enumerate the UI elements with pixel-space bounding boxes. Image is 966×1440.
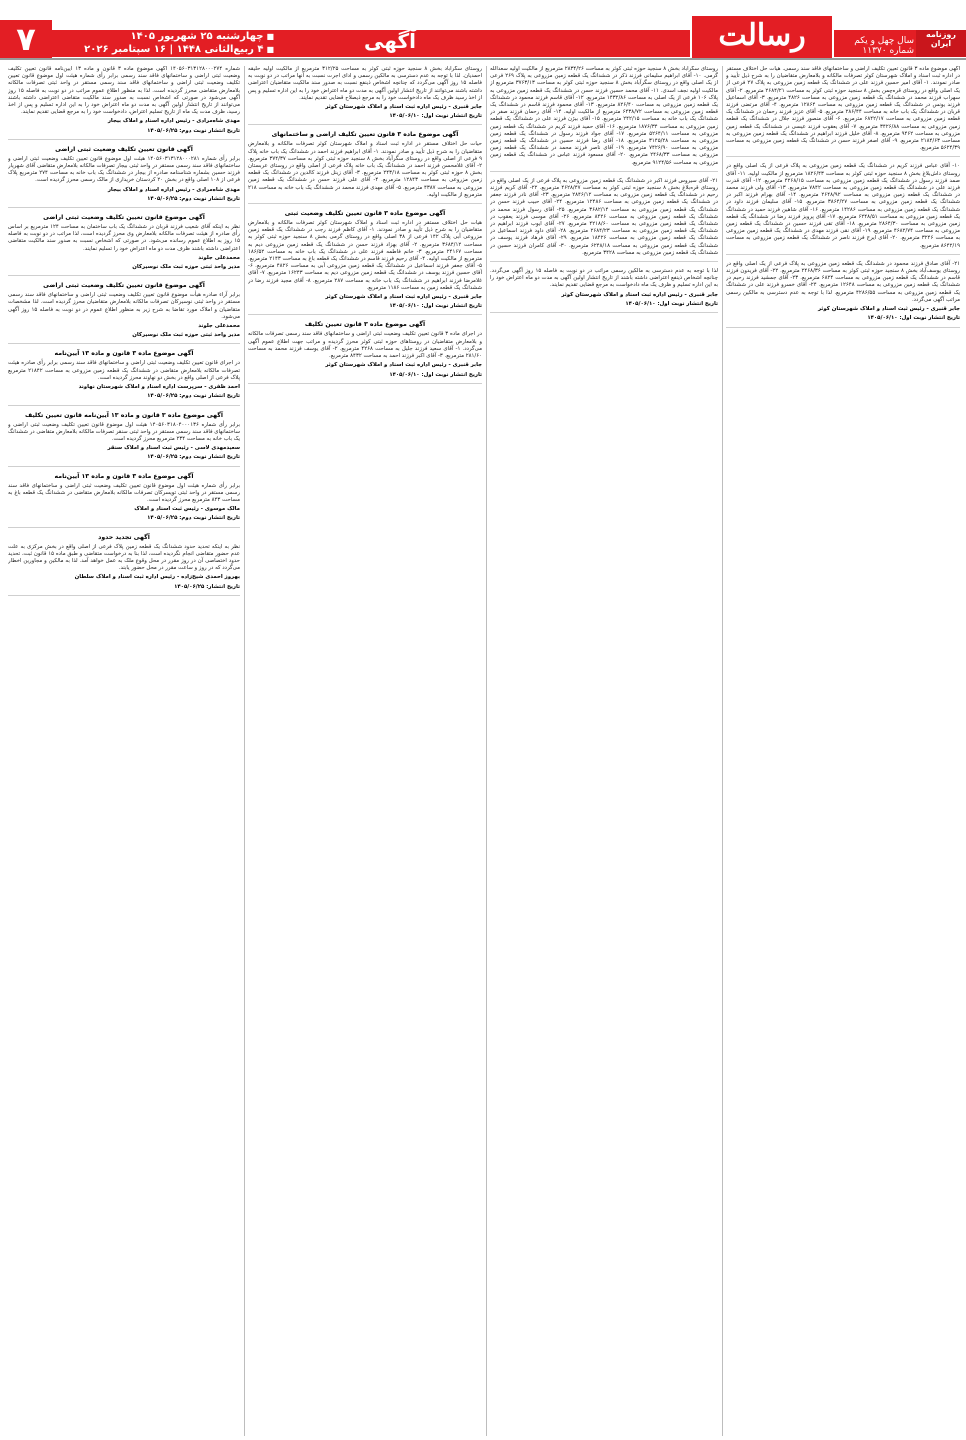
legal-notice <box>248 321 482 383</box>
brand-label: روزنامه ایران <box>916 30 966 57</box>
notice-body: در اجرای ماده ۳ قانون تعیین تکلیف وضعیت ثبتی اراضی و ساختمانهای فاقد سند رسمی تصرفات مالکانه و بلامعارض متقاضیان در روستاهای حوزه ثبتی کوثر محرز گردیده و مراتب جهت اطلاع عموم آگهی می‌گردد. ۱- آقای سعید فرزند جلیل به مساحت ۴۲۶۸ مترمربع. ۲- آقای یوسف فرزند محمد به مساحت ۲۸۱/۶۰ مترمربع. ۳- آقای اکبر فرزند احمد به مساحت ۸۴۳۲ مترمربع. <box>248 331 482 360</box>
column-center-right <box>490 66 718 1436</box>
column-center-left <box>248 66 482 1436</box>
legal-notice <box>8 146 240 208</box>
legal-notice <box>8 66 240 140</box>
notice-body: ۲۱- آقای صادق فرزند محمود در ششدانگ یک قطعه زمین مزروعی به پلاک فرعی از یک اصلی واقع در روستای یوسف‌آباد بخش ۸ سنجید حوزه ثبتی کوثر به مساحت ۲۴۶۸/۳۶ مترمربع. ۲۲- آقای فریدون فرزند قاسم در ششدانگ یک قطعه زمین مزروعی به مساحت ۶۸۲۴ مترمربع. ۲۳- آقای جمشید فرزند رحیم در ششدانگ یک قطعه زمین مزروعی به مساحت ۱۲۶۴۸ مترمربع. ۲۴- آقای خسرو فرزند علی در ششدانگ یک قطعه زمین مزروعی به مساحت ۴۲۸۶/۵۵ مترمربع. لذا با توجه به عدم دسترسی به مالکین رسمی مراتب آگهی می‌گردد. <box>726 260 960 303</box>
notice-body: ۱۰- آقای عباس فرزند کریم در ششدانگ یک قطعه زمین مزروعی به پلاک فرعی از یک اصلی واقع در روستای داش‌بلاغ بخش ۸ سنجید حوزه ثبتی کوثر به مساحت ۱۸۲۶/۴۳ مترمربع از مالکیت اولیه. ۱۱- آقای صمد فرزند رسول در ششدانگ یک قطعه زمین مزروعی به مساحت ۴۲۶۸/۱۵ مترمربع. ۱۲- آقای قدرت فرزند علی در ششدانگ یک قطعه زمین مزروعی به مساحت ۷۸۴۲ مترمربع. ۱۳- آقای ولی فرزند محمد در ششدانگ یک قطعه زمین مزروعی به مساحت ۲۶۴۸/۹۲ مترمربع. ۱۴- آقای بهرام فرزند اکبر در ششدانگ یک قطعه زمین مزروعی به مساحت ۳۸۶۴/۲۷ مترمربع. ۱۵- آقای سلیمان فرزند داود در ششدانگ یک قطعه زمین مزروعی به مساحت ۱۴۲۸۶ مترمربع. ۱۶- آقای شاهین فرزند حمید در ششدانگ یک قطعه زمین مزروعی به مساحت ۶۲۴۸/۵۱ مترمربع. ۱۷- آقای پرویز فرزند رضا در ششدانگ یک قطعه زمین مزروعی به مساحت ۲۸۶۴/۳۰ مترمربع. ۱۸- آقای تقی فرزند حسین در ششدانگ یک قطعه زمین مزروعی به مساحت ۴۶۸۲/۷۴ مترمربع. ۱۹- آقای نقی فرزند مهدی در ششدانگ یک قطعه زمین مزروعی به مساحت ۳۲۴۶ مترمربع. ۲۰- آقای ایرج فرزند ناصر در ششدانگ یک قطعه زمین مزروعی به مساحت ۸۶۴۲/۱۹ مترمربع. <box>726 163 960 249</box>
date-hijri-gregorian: ■۴ ربیع‌الثانی ۱۴۴۸ | ۱۶ سپتامبر ۲۰۲۶ <box>84 44 274 55</box>
legal-notice <box>490 268 718 313</box>
notice-body: روستای سگرآباد بخش ۸ سنجید حوزه ثبتی کوثر به مساحت ۳۱۲/۲۵ مترمربع از مالکیت اولیه حلیقه احمدیان. لذا با توجه به عدم دسترسی به مالکین رسمی و ادای اجرت نسبت به آنها مراتب در دو نوبت به فاصله ۱۵ روز آگهی می‌گردد که چنانچه اشخاص ذینفع نسبت به صدور سند مالکیت متقاضیان اعتراضی داشته باشند می‌توانند از تاریخ انتشار اولین آگهی به مدت دو ماه اعتراض خود را به این اداره تسلیم و پس از اخذ رسید ظرف یک ماه دادخواست خود را به مرجع ذیصلاح قضایی تقدیم نمایند. <box>248 66 482 101</box>
legal-notice <box>490 66 718 172</box>
issue-info <box>832 36 914 56</box>
notice-body: برابر آراء صادره هیأت موضوع قانون تعیین تکلیف وضعیت ثبتی اراضی و ساختمانهای فاقد سند رسمی مستقر در واحد ثبتی نوسیرکان تصرفات مالکانه بلامعارض متقاضیان محرز گردیده است. لذا مشخصات متقاضیان و املاک مورد تقاضا به شرح زیر به منظور اطلاع عموم در دو نوبت به فاصله ۱۵ روز آگهی می‌شود. <box>8 292 240 320</box>
square-bullet-icon: ■ <box>266 45 274 54</box>
section-title: آگهی <box>364 29 416 53</box>
legal-notice <box>726 163 960 254</box>
page-number: ۷ <box>0 20 52 58</box>
notice-title: آگهی موضوع ماده ۳ قانون و ماده ۱۳ آیین‌نامه <box>54 472 194 480</box>
notice-title: آگهی موضوع قانون تعیین تکلیف وضعیت ثبتی اراضی <box>43 282 205 290</box>
square-bullet-icon: ■ <box>266 32 274 41</box>
legal-notice <box>8 412 240 467</box>
notice-body: آگهی موضوع ماده ۳ قانون تعیین تکلیف اراضی و ساختمانهای فاقد سند رسمی. هیات حل اختلاف مستقر در اداره ثبت اسناد و املاک شهرستان کوثر تصرفات مالکانه و بلامعارض متقاضیان را به شرح ذیل تأیید و صادر نمودند. ۱- آقای امیر حسین فرزند علی در ششدانگ یک قطعه زمین مزروعی به پلاک ۲۷ فرعی از یک اصلی واقع در روستای قره‌چمن بخش ۸ سنجید حوزه ثبتی کوثر به مساحت ۲۶۸۴/۲۱ مترمربع. ۲- آقای سهراب فرزند محمد در ششدانگ یک قطعه زمین مزروعی به مساحت ۴۸۲۶ مترمربع. ۳- آقای اسماعیل فرزند یونس در ششدانگ یک قطعه زمین مزروعی به مساحت ۱۲۸۶۴ مترمربع. ۴- آقای مرتضی فرزند قربان در ششدانگ یک باب خانه به مساحت ۲۸۶/۴۴ مترمربع. ۵- آقای عزیز فرزند رحمان در ششدانگ یک قطعه زمین مزروعی به مساحت ۶۸۴۲/۱۷ مترمربع. ۶- آقای منصور فرزند جلال در ششدانگ یک قطعه زمین مزروعی به مساحت ۳۴۲۶/۸۸ مترمربع. ۷- آقای یعقوب فرزند عیسی در ششدانگ یک قطعه زمین مزروعی به مساحت ۹۴۶۲ مترمربع. ۸- آقای خلیل فرزند ابراهیم در ششدانگ یک قطعه زمین مزروعی به مساحت ۲۱۸۴/۶۳ مترمربع. ۹- آقای اصغر فرزند حسن در ششدانگ یک قطعه زمین مزروعی به مساحت ۵۶۲۴/۳۹ مترمربع. <box>726 66 960 152</box>
notice-date: تاریخ انتشار نوبت اول: ۱۴۰۵/۰۶/۱۰ <box>389 303 482 310</box>
legal-notice <box>8 473 240 528</box>
notice-title: آگهی موضوع ماده ۳ قانون و ماده ۱۳ آیین‌نامه قانون تعیین تکلیف <box>25 411 223 419</box>
notice-title: آگهی موضوع ماده ۳ قانون تعیین تکلیف اراضی و ساختمانهای <box>271 131 459 139</box>
notice-title: آگهی قانون تعیین تکلیف وضعیت ثبتی اراضی <box>55 145 193 153</box>
notice-date: تاریخ انتشار نوبت اول: ۱۴۰۵/۰۶/۱۰ <box>867 315 960 322</box>
legal-notice <box>248 131 482 204</box>
notice-date: تاریخ انتشار نوبت دوم: ۱۴۰۵/۰۶/۲۵ <box>147 393 240 400</box>
notice-signer: مالک موسوی - رئیس ثبت اسناد و املاک <box>134 506 240 513</box>
notice-date: تاریخ انتشار نوبت اول: ۱۴۰۵/۰۶/۱۰ <box>389 113 482 120</box>
date-persian: ■چهارشنبه ۲۵ شهریور ۱۴۰۵ <box>130 31 274 42</box>
notice-date: مدیر واحد ثبتی حوزه ثبت ملک نوسیرکان <box>132 332 240 339</box>
date-block <box>56 30 278 57</box>
notice-signer: احمد ظفری - سرپرست اداره اسناد و املاک شهرستان نهاوند <box>78 384 240 391</box>
legal-notice <box>8 350 240 405</box>
notice-body: شماره ۱۴۰۵۶۰۳۱۳۱۲۸۰۰۰۲۷۴ آگهی موضوع ماده ۳ قانون و ماده ۱۳ آیین‌نامه قانون تعیین تکلیف وضعیت ثبتی اراضی و ساختمانهای فاقد سند رسمی برابر رأی شماره هیئت اول موضوع قانون تعیین تکلیف وضعیت ثبتی اراضی و ساختمانهای فاقد سند رسمی مستقر در واحد ثبتی تصرفات مالکانه بلامعارض متقاضی محرز گردیده است. لذا به منظور اطلاع عموم مراتب در دو نوبت به فاصله ۱۵ روز آگهی می‌شود در صورتی که اشخاص نسبت به صدور سند مالکیت متقاضی اعتراضی داشته باشند می‌توانند از تاریخ انتشار اولین آگهی به مدت دو ماه اعتراض خود را به این اداره تسلیم و پس از اخذ رسید، ظرف مدت یک ماه از تاریخ تسلیم اعتراض، دادخواست خود را به مرجع قضایی تقدیم نمایند. <box>8 66 240 116</box>
notice-date: تاریخ انتشار نوبت دوم: ۱۴۰۵/۰۶/۲۵ <box>147 195 240 202</box>
notice-title: آگهی تجدید حدود <box>98 533 150 541</box>
notice-signer: مهدی شاه‌مرادی - رئیس اداره اسناد و املاک بیجار <box>107 118 240 125</box>
legal-notice <box>726 261 960 328</box>
column-right <box>726 66 960 1436</box>
legal-notice <box>248 210 482 315</box>
notice-title: آگهی موضوع ماده ۳ قانون و ماده ۱۳ آیین‌نامه <box>54 350 194 358</box>
notice-body: ۲۱- آقای سیروس فرزند اکبر در ششدانگ یک قطعه زمین مزروعی به پلاک فرعی از یک اصلی واقع در روستای قره‌بلاغ بخش ۸ سنجید حوزه ثبتی کوثر به مساحت ۴۶۲۸/۴۷ مترمربع. ۲۲- آقای کریم فرزند رحیم در ششدانگ یک قطعه زمین مزروعی به مساحت ۲۸۴۶/۱۲ مترمربع. ۲۳- آقای نادر فرزند جعفر در ششدانگ یک قطعه زمین مزروعی به مساحت ۱۲۴۸۶ مترمربع. ۲۴- آقای حبیب فرزند حسن در ششدانگ یک قطعه زمین مزروعی به مساحت ۳۶۸۲/۱۴ مترمربع. ۲۵- آقای رسول فرزند محمد در ششدانگ یک قطعه زمین مزروعی به مساحت ۸۴۲۶ مترمربع. ۲۶- آقای موسی فرزند یعقوب در ششدانگ یک قطعه زمین مزروعی به مساحت ۴۲۱۸/۶۰ مترمربع. ۲۷- آقای ایوب فرزند ابراهیم در ششدانگ یک قطعه زمین مزروعی به مساحت ۲۶۸۴/۲۳ مترمربع. ۲۸- آقای داود فرزند اسماعیل در ششدانگ یک قطعه زمین مزروعی به مساحت ۱۸۴۲۶ مترمربع. ۲۹- آقای فرهاد فرزند یوسف در ششدانگ یک قطعه زمین مزروعی به مساحت ۶۲۴۸/۱۸ مترمربع. ۳۰- آقای کامران فرزند حسین در ششدانگ یک قطعه زمین مزروعی به مساحت ۳۴۲۸ مترمربع. <box>490 177 718 256</box>
notice-title: آگهی موضوع ماده ۳ قانون تعیین تکلیف وضعیت ثبتی <box>284 210 446 218</box>
year-label: سال چهل و یکم <box>854 36 914 46</box>
notice-date: تاریخ انتشار نوبت دوم: ۱۴۰۵/۰۶/۲۵ <box>147 127 240 134</box>
issue-number: شماره ۱۱۳۷۰ <box>862 46 914 56</box>
notice-signer: بهروز احمدی شیخ‌زاده - رئیس اداره ثبت اسناد و املاک سلطان <box>74 574 240 581</box>
notice-signer: جابر قنبری - رئیس اداره ثبت اسناد و املاک شهرستان کوثر <box>561 291 718 298</box>
notice-title: آگهی موضوع قانون تعیین تکلیف وضعیت ثبتی اراضی <box>43 214 205 222</box>
legal-notice <box>248 66 482 125</box>
legal-notice <box>8 282 240 344</box>
notice-signer: مهدی شاه‌مرادی - رئیس اداره اسناد و املاک بیجار <box>107 186 240 193</box>
notice-signer: جابر قنبری - رئیس اداره ثبت اسناد و املاک شهرستان کوثر <box>325 362 482 369</box>
notice-date: تاریخ انتشار نوبت اول: ۱۴۰۵/۰۶/۱۰ <box>389 371 482 378</box>
legal-notice <box>8 534 240 596</box>
notice-date: تاریخ انتشار: ۱۴۰۵/۰۶/۲۵ <box>174 583 240 590</box>
notice-body: حیات حل اختلاف مستقر در اداره ثبت اسناد و املاک شهرستان کوثر تصرفات مالکانه و بلامعارض متقاضیان را به شرح ذیل تأیید و صادر نمودند. ۱- آقای ابراهیم فرزند احمد در ششدانگ یک باب خانه پلاک ۹ فرعی از اصلی واقع در روستای سگرآباد بخش ۸ سنجید حوزه ثبتی کوثر به مساحت ۳۷۴/۳۷ مترمربع. ۲- آقای غلامحسن فرزند احمد در ششدانگ یک باب خانه پلاک فرعی از اصلی واقع در روستای عربستان بخش ۸ حوزه ثبتی کوثر به مساحت ۲۴۳/۱۸ مترمربع. ۳- آقای زینل فرزند کالدین در ششدانگ یک قطعه زمین مزروعی به مساحت ۱۲۸۴۳ مترمربع. ۴- آقای علی فرزند حسن در ششدانگ یک قطعه زمین مزروعی به مساحت ۴۳۸۷ مترمربع. ۵- آقای مهدی فرزند محمد در ششدانگ یک باب خانه به مساحت ۲۱۸ مترمربع از مالکیت اولیه. <box>248 141 482 198</box>
notice-body: در اجرای قانون تعیین تکلیف وضعیت ثبتی اراضی و ساختمانهای فاقد سند رسمی برابر رأی صادره هیئت تصرفات مالکانه بلامعارض متقاضی در ششدانگ یک قطعه زمین مزروعی به مساحت ۲۱۸۴۲ مترمربع پلاک فرعی از اصلی واقع در بخش دو نهاوند محرز گردیده است. <box>8 360 240 381</box>
notice-body: برابر رأی شماره ۱۴۰۵۶۰۳۱۸۰۴۰۰۰۱۳۶ هیئت اول موضوع قانون تعیین تکلیف وضعیت ثبتی اراضی و ساختمانهای فاقد سند رسمی مستقر در واحد ثبتی سنقر تصرفات مالکانه بلامعارض متقاضی در ششدانگ یک باب خانه به مساحت ۲۳۴ مترمربع محرز گردیده است. <box>8 421 240 442</box>
newspaper-logo: رسالت <box>690 16 834 58</box>
notice-body: برابر رأی شماره هیئت اول موضوع قانون تعیین تکلیف وضعیت ثبتی اراضی و ساختمانهای فاقد سند رسمی مستقر در واحد ثبتی تویسرکان تصرفات مالکانه بلامعارض متقاضی در ششدانگ یک قطعه باغ به مساحت ۸۴۳ مترمربع محرز گردیده است. <box>8 482 240 503</box>
notice-date: تاریخ انتشار نوبت دوم: ۱۴۰۵/۰۶/۲۵ <box>147 454 240 461</box>
notice-date: مدیر واحد ثبتی حوزه ثبت ملک نوسیرکان <box>132 264 240 271</box>
legal-notice <box>726 66 960 157</box>
notice-signer: محمدعلی جلوند <box>198 254 240 261</box>
notice-date: تاریخ انتشار نوبت اول: ۱۴۰۵/۰۶/۱۰ <box>625 300 718 307</box>
notice-body: برابر رأی شماره ۱۴۰۵۶۰۳۱۳۱۲۸۰۰۰۲۸۱ هیئت اول موضوع قانون تعیین تکلیف وضعیت ثبتی اراضی و ساختمانهای فاقد سند رسمی مستقر در واحد ثبتی بیجار تصرفات مالکانه بلامعارض متقاضی آقای شهریار فرزند حسین بشماره شناسنامه صادره از بیجار در ششدانگ یک باب خانه به مساحت ۲۷۴ مترمربع پلاک فرعی از ۱۰۸ اصلی واقع در بخش ۲۰ کردستان خریداری از مالک رسمی محرز گردیده است. <box>8 155 240 184</box>
notice-body: هیات حل اختلاف مستقر در اداره ثبت اسناد و املاک شهرستان کوثر تصرفات مالکانه و بلامعارض متقاضیان را به شرح ذیل تأیید و صادر نمودند. ۱- آقای کاظم فرزند رجب در ششدانگ یک قطعه زمین مزروعی آبی پلاک ۱۴۲ فرعی از ۳۸ اصلی واقع در روستای گرمی بخش ۸ سنجید حوزه ثبتی کوثر به مساحت ۳۶۸۴/۱۲ مترمربع. ۲- آقای بهزاد فرزند حسن در ششدانگ یک قطعه زمین مزروعی دیم به مساحت ۲۴۱۶۷ مترمربع. ۳- خانم فاطمه فرزند علی در ششدانگ یک باب خانه به مساحت ۱۸۶/۵۲ مترمربع از مالکیت اولیه. ۴- آقای رحیم فرزند قاسم در ششدانگ یک قطعه باغ به مساحت ۲۱۴۳ مترمربع. ۵- آقای جعفر فرزند اسماعیل در ششدانگ یک قطعه زمین مزروعی آبی به مساحت ۴۸۲۶ مترمربع. ۶- آقای حسین فرزند یوسف در ششدانگ یک قطعه زمین مزروعی دیم به مساحت ۱۶۲۴۳ مترمربع. ۷- آقای غلامرضا فرزند ابراهیم در ششدانگ یک باب خانه به مساحت ۲۸۷ مترمربع. ۸- آقای مجید فرزند رضا در ششدانگ یک قطعه زمین به مساحت ۱۱۸۶ مترمربع. <box>248 220 482 291</box>
notice-signer: سعیدمهدی لاسی - رئیس ثبت اسناد و املاک سنقر <box>107 445 240 452</box>
legal-notice <box>490 178 718 262</box>
columns-area <box>8 66 960 1436</box>
notice-body: نظر به اینکه تحدید حدود ششدانگ یک قطعه زمین پلاک فرعی از اصلی واقع در بخش مرکزی به علت عدم حضور متقاضی انجام نگردیده است، لذا بنا به درخواست متقاضی و طبق ماده ۱۵ قانون ثبت، تحدید حدود اختصاصی آن در روز مقرر در محل وقوع ملک به عمل خواهد آمد. لذا به مالکین و مجاورین اخطار می‌گردد که در روز و ساعت مقرر در محل حضور یابند. <box>8 543 240 572</box>
masthead-divider <box>0 58 966 60</box>
notice-title: آگهی موضوع ماده ۳ قانون تعیین تکلیف <box>304 321 426 329</box>
notice-date: تاریخ انتشار نوبت دوم: ۱۴۰۵/۰۶/۲۵ <box>147 515 240 522</box>
notice-signer: جابر قنبری - رئیس اداره ثبت اسناد و املاک شهرستان کوثر <box>325 104 482 111</box>
column-left <box>8 66 240 1436</box>
masthead <box>0 0 966 58</box>
notice-signer: محمدعلی جلوند <box>198 323 240 330</box>
notice-body: لذا با توجه به عدم دسترسی به مالکین رسمی مراتب در دو نوبت به فاصله ۱۵ روز آگهی می‌گردد. چنانچه اشخاص ذینفع اعتراضی داشته باشند از تاریخ انتشار اولین آگهی به مدت دو ماه اعتراض خود را به این اداره تسلیم و ظرف یک ماه دادخواست به مرجع قضایی تقدیم نمایند. <box>490 268 718 289</box>
notice-signer: جابر قنبری - رئیس ثبت اسناد و املاک شهرستان کوثر <box>817 306 960 313</box>
notice-signer: جابر قنبری - رئیس اداره ثبت اسناد و املاک شهرستان کوثر <box>325 294 482 301</box>
notice-body: روستای سگرآباد بخش ۸ سنجید حوزه ثبتی کوثر به مساحت ۲۸۳۴/۲۶ مترمربع از مالکیت اولیه سعدالله گرمی. ۱۰- آقای ابراهیم سلیمانی فرزند ذکر در ششدانگ یک قطعه زمین مزروعی به پلاک ۲۶۹ فرعی از یک اصلی واقع در روستای سگرآباد بخش ۸ سنجید حوزه ثبتی کوثر به مساحت ۳۷۶۳/۱۳ مترمربع از مالکیت اولیه نجف اسدی. ۱۱- آقای محمد حسین فرزند حسن در ششدانگ یک قطعه زمین مزروعی به پلاک ۱۰۶ فرعی از یک اصلی به مساحت ۱۴۳۲/۸۶ مترمربع. ۱۲- آقای قاسم فرزند محمود در ششدانگ یک قطعه زمین مزروعی به مساحت ۸۲۶/۴۰ مترمربع. ۱۳- آقای محمود فرزند قاسم در ششدانگ یک قطعه زمین مزروعی به مساحت ۶۴۳۸/۷۲ مترمربع از مالکیت اولیه. ۱۴- آقای رحمان فرزند صفر در ششدانگ یک باب خانه به مساحت ۲۴۲/۱۵ مترمربع. ۱۵- آقای بیژن فرزند علی در ششدانگ یک قطعه زمین مزروعی به مساحت ۱۸۷۶/۳۴ مترمربع. ۱۶- آقای حمید فرزند کریم در ششدانگ یک قطعه زمین مزروعی به مساحت ۵۲۶۴/۱۱ مترمربع. ۱۷- آقای جواد فرزند رسول در ششدانگ یک قطعه زمین مزروعی به مساحت ۳۱۴۵/۲۸ مترمربع. ۱۸- آقای رضا فرزند حسین در ششدانگ یک قطعه زمین مزروعی به مساحت ۷۴۲۶/۹۰ مترمربع. ۱۹- آقای ناصر فرزند محمد در ششدانگ یک قطعه زمین مزروعی به مساحت ۲۴۶۸/۳۳ مترمربع. ۲۰- آقای مسعود فرزند عباس در ششدانگ یک قطعه زمین مزروعی به مساحت ۹۱۲۴/۵۶ مترمربع. <box>490 66 718 166</box>
legal-notice <box>8 214 240 276</box>
notice-body: نظر به اینکه آقای شعیب فرزند قربان در ششدانگ یک باب ساختمان به مساحت ۱۲۴ مترمربع بر اساس رأی صادره از هیئت تصرفات مالکانه بلامعارض وی محرز گردیده است، لذا مراتب در دو نوبت به فاصله ۱۵ روز به اطلاع عموم رسانده می‌شود. در صورتی که اشخاص نسبت به صدور سند مالکیت متقاضی اعتراضی داشته باشند ظرف مدت دو ماه اعتراض خود را تسلیم نمایند. <box>8 224 240 252</box>
